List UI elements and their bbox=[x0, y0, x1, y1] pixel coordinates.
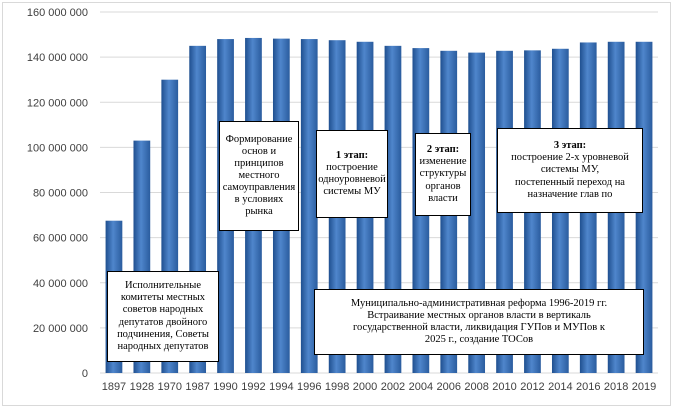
annotation-line: назначение глав по bbox=[527, 188, 613, 200]
x-tick-label: 1990 bbox=[213, 381, 238, 393]
y-tick-label: 140 000 000 bbox=[26, 52, 88, 65]
y-tick-label: 120 000 000 bbox=[26, 97, 88, 110]
y-tick-label: 80 000 000 bbox=[32, 187, 88, 200]
annotation-line: местного bbox=[238, 169, 280, 181]
annotation-line: 2025 г., создание ТОСов bbox=[424, 334, 534, 346]
x-tick-label: 2004 bbox=[408, 381, 434, 393]
x-tick-label: 2012 bbox=[520, 381, 545, 393]
annotation-stage-3 bbox=[497, 128, 643, 213]
x-tick-label: 2008 bbox=[464, 381, 489, 393]
annotation-line: власти bbox=[428, 192, 458, 204]
x-tick-label: 2016 bbox=[576, 381, 601, 393]
x-tick-label: 1928 bbox=[129, 381, 155, 393]
annotation-line: народных депутатов bbox=[117, 340, 209, 352]
x-tick-label: 1992 bbox=[241, 381, 266, 393]
annotation-reform bbox=[314, 289, 644, 355]
annotation-line: одноуровневой bbox=[318, 174, 386, 185]
y-axis-ticks bbox=[27, 7, 88, 380]
annotation-line: системы МУ, bbox=[540, 164, 600, 176]
annotation-line: построение 2-х уровневой bbox=[511, 152, 629, 164]
annotation-line: самоуправления bbox=[222, 182, 296, 194]
y-tick-label: 0 bbox=[81, 368, 88, 380]
y-tick-label: 20 000 000 bbox=[32, 322, 88, 335]
y-tick-label: 40 000 000 bbox=[32, 277, 88, 290]
x-tick-label: 2019 bbox=[631, 381, 657, 393]
annotation-line: системы МУ bbox=[323, 186, 381, 198]
annotation-line: Формирование bbox=[225, 133, 293, 145]
annotation-line: в условиях bbox=[234, 194, 284, 206]
annotation-line: органов bbox=[425, 180, 461, 192]
annotation-stage-1 bbox=[316, 130, 388, 218]
annotation-line: подчинения, Советы bbox=[117, 328, 209, 340]
x-tick-label: 2006 bbox=[436, 381, 461, 393]
annotation-line: рынка bbox=[245, 206, 273, 218]
annotation-stage-title: 1 этап: bbox=[335, 149, 369, 161]
annotation-formation bbox=[219, 121, 299, 231]
annotation-stage-title: 3 этап: bbox=[553, 140, 587, 152]
annotation-line: принципов bbox=[234, 157, 284, 169]
x-tick-label: 1970 bbox=[157, 381, 182, 393]
y-tick-label: 100 000 000 bbox=[26, 142, 88, 155]
annotation-line: Встраивание местных органов власти в вертикаль bbox=[367, 309, 591, 321]
x-tick-label: 1996 bbox=[297, 381, 322, 393]
annotation-line: основ и bbox=[241, 145, 277, 157]
annotation-line: государственной власти, ликвидация ГУПов и МУПов к bbox=[353, 322, 605, 333]
x-tick-label: 1987 bbox=[185, 381, 210, 393]
x-tick-label: 1897 bbox=[101, 381, 127, 393]
x-axis-ticks bbox=[102, 381, 657, 393]
x-tick-label: 1998 bbox=[324, 381, 350, 393]
annotation-line: построение bbox=[326, 161, 378, 173]
annotation-line: постепенный переход на bbox=[515, 176, 625, 188]
annotation-line: изменение bbox=[419, 156, 467, 168]
annotation-line: депутатов двойного bbox=[118, 316, 208, 328]
annotation-line: Исполнительные bbox=[124, 280, 202, 292]
x-tick-label: 2018 bbox=[603, 381, 629, 393]
x-tick-label: 2010 bbox=[492, 381, 517, 393]
annotation-soviet-period bbox=[107, 271, 219, 362]
x-tick-label: 1994 bbox=[269, 381, 294, 393]
annotation-line: Муниципально-административная реформа 1996-2019 гг. bbox=[350, 297, 608, 309]
annotation-line: структуры bbox=[419, 168, 467, 180]
y-tick-label: 60 000 000 bbox=[32, 232, 88, 245]
annotation-line: комитеты местных bbox=[120, 292, 206, 304]
x-tick-label: 2014 bbox=[548, 381, 573, 393]
x-tick-label: 2000 bbox=[352, 381, 378, 393]
annotation-line: советов народных bbox=[122, 304, 204, 316]
annotation-stage-2 bbox=[415, 133, 471, 216]
annotation-stage-title: 2 этап: bbox=[426, 144, 460, 156]
y-tick-label: 160 000 000 bbox=[26, 7, 88, 19]
x-tick-label: 2002 bbox=[380, 381, 406, 393]
